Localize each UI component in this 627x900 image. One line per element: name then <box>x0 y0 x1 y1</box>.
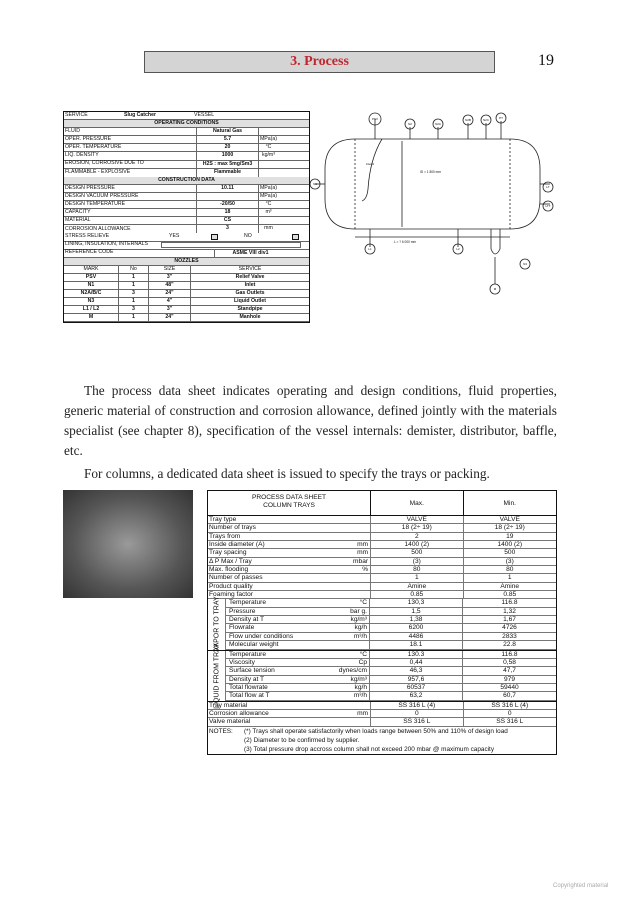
datasheet-title <box>208 491 371 515</box>
row-label: Total flow at T <box>229 692 270 700</box>
nozzle-cell: 3" <box>149 274 191 281</box>
row-max: (3) <box>371 558 463 565</box>
row-min: 1 <box>507 574 512 582</box>
nozzle-label: M <box>493 287 497 291</box>
nozzle-header: SERVICE <box>238 265 262 272</box>
row-label: Pressure <box>229 607 256 615</box>
nozzle-table <box>64 266 309 323</box>
copyright-notice: Copyrighted material <box>553 883 609 889</box>
nozzle-cell: 48" <box>149 282 191 289</box>
row-max: 957,6 <box>370 676 463 683</box>
row-max: 130,3 <box>370 599 463 606</box>
liquid-rows <box>226 651 556 701</box>
vapor-row <box>226 599 556 607</box>
nozzle-label: LT <box>546 185 550 189</box>
row-label: Number of trays <box>209 524 256 532</box>
no-label: NO <box>244 233 252 240</box>
field-label: CAPACITY <box>65 208 91 215</box>
nozzle-cell: N3 <box>64 298 119 305</box>
nozzle-label: PSV <box>371 117 379 121</box>
service-row <box>64 112 309 120</box>
row-unit: kg/h <box>326 684 370 691</box>
nozzle-cell: N1 <box>64 282 119 289</box>
row-max: 4486 <box>370 633 463 640</box>
operating-row <box>64 136 309 144</box>
row-min: 22.8 <box>503 641 516 649</box>
footer-row <box>208 710 556 718</box>
row-min: 0 <box>507 709 512 717</box>
lining-field[interactable] <box>161 242 301 248</box>
row-min: 60,7 <box>503 692 516 700</box>
general-row <box>208 574 556 582</box>
row-min: 47,7 <box>503 667 516 675</box>
row-min: 4726 <box>502 624 517 632</box>
field-value: Natural Gas <box>196 128 258 135</box>
nozzle-cell: 1 <box>119 282 149 289</box>
operating-row <box>64 128 309 136</box>
stress-label: STRESS RELIEVE <box>65 233 110 240</box>
row-label: Corrosion allowance <box>209 709 269 717</box>
field-unit <box>258 169 278 177</box>
field-unit: kg/m³ <box>258 152 278 159</box>
row-unit: m³/h <box>326 692 370 699</box>
row-label: Flow under conditions <box>229 632 294 640</box>
row-label: Temperature <box>229 599 267 607</box>
vapor-row <box>226 633 556 641</box>
row-unit: Cp <box>326 659 370 666</box>
row-unit <box>345 591 371 598</box>
yes-label: YES <box>169 233 180 240</box>
row-label: Tray material <box>209 701 248 709</box>
general-row <box>208 541 556 549</box>
nozzle-row <box>64 306 309 314</box>
row-min: (3) <box>505 557 514 565</box>
row-max: 500 <box>371 549 463 556</box>
row-label: Valve material <box>209 718 251 726</box>
vapor-label: VAPOR TO TRAY <box>213 596 220 653</box>
chapter-title: 3. Process <box>290 54 349 69</box>
row-min: 500 <box>504 549 516 557</box>
field-label: DESIGN TEMPERATURE <box>65 200 126 207</box>
nozzle-cell: 3 <box>119 290 149 297</box>
field-value: 1000 <box>196 152 258 159</box>
stress-relieve-row <box>64 233 309 241</box>
row-unit <box>345 574 371 581</box>
nozzle-cell: 24" <box>149 290 191 297</box>
nozzle-label: N2B <box>465 118 471 122</box>
page-number: 19 <box>538 52 554 69</box>
row-unit <box>345 524 371 531</box>
field-value: 10.11 <box>196 185 258 192</box>
lining-label: LINING, INSULATION, INTERNALS <box>65 241 148 248</box>
field-label: OPER. PRESSURE <box>65 136 112 143</box>
vapor-rows <box>226 599 556 649</box>
service-label: SERVICE <box>65 111 88 118</box>
vapor-group <box>208 596 556 653</box>
vessel-shell <box>325 139 540 229</box>
row-unit: bar g. <box>326 608 370 615</box>
nozzle-label: L1 <box>368 247 372 251</box>
nozzle-header: MARK <box>64 266 119 273</box>
vapor-row <box>226 624 556 632</box>
nozzle-cell: 3 <box>119 306 149 313</box>
operating-title: OPERATING CONDITIONS <box>64 120 309 128</box>
row-label: Foaming factor <box>209 591 253 599</box>
row-label: Tray spacing <box>209 549 247 557</box>
row-max: 1 <box>371 574 463 581</box>
row-min: VALVE <box>499 516 520 523</box>
nozzle-cell: 1 <box>119 274 149 281</box>
column-trays-datasheet <box>207 490 557 755</box>
nozzle-row <box>64 282 309 290</box>
operating-rows <box>64 128 309 177</box>
note: (*) Trays shall operate satisfactorily when loads range between 50% and 110% of design load <box>244 727 508 735</box>
row-unit: m³/h <box>326 633 370 640</box>
field-value: Flammable <box>196 169 258 177</box>
reference-value: ASME VIII div1 <box>214 250 286 257</box>
row-max: VALVE <box>371 516 463 523</box>
nozzle-label: N2 <box>408 122 412 126</box>
id-label: ID = 1 800 mm <box>420 170 441 174</box>
vessel-label: VESSEL <box>194 111 215 118</box>
nozzle-cell: Inlet <box>244 281 256 288</box>
row-unit: kg/h <box>326 624 370 631</box>
field-unit: °C <box>258 201 278 208</box>
field-unit <box>258 128 278 135</box>
nozzle-label: N1 <box>313 182 317 186</box>
field-unit <box>258 161 278 168</box>
row-label: Δ P Max / Tray <box>209 557 252 565</box>
row-max: 18 (2÷ 19) <box>371 524 463 531</box>
inlet-label: inlet d <box>365 162 375 166</box>
general-row <box>208 583 556 591</box>
row-min: 19 <box>506 532 514 540</box>
row-unit: °C <box>326 651 370 658</box>
nozzle-cell: 4" <box>149 298 191 305</box>
liquid-row <box>226 684 556 692</box>
row-unit: mm <box>345 710 371 717</box>
field-value <box>196 193 258 200</box>
paragraph-columns: For columns, a dedicated data sheet is issued to specify the trays or packing. <box>84 466 490 481</box>
row-min: 116.8 <box>501 599 518 607</box>
nozzle-cell: 3" <box>149 306 191 313</box>
row-label: Trays from <box>209 532 241 540</box>
general-row <box>208 558 556 566</box>
nozzle-label: N2C <box>482 118 490 122</box>
nozzle-cell: Manhole <box>239 314 261 321</box>
construction-rows <box>64 185 309 234</box>
row-max: 60537 <box>370 684 463 691</box>
vapor-row <box>226 608 556 616</box>
field-unit: °C <box>258 144 278 151</box>
note: (3) Total pressure drop accross column shall not exceed 200 mbar @ maximum capacity <box>244 745 495 753</box>
field-label: EROSION, CORROSIVE DUE TO <box>65 160 144 167</box>
field-label: FLUID <box>65 128 80 135</box>
service-value: Slug Catcher <box>124 111 156 118</box>
general-row <box>208 591 556 599</box>
field-value: -20/50 <box>196 201 258 208</box>
row-unit: °C <box>326 599 370 606</box>
field-label: FLAMMABLE - EXPLOSIVE <box>65 169 131 175</box>
nozzle-row <box>64 274 309 282</box>
nozzle-label: N3 <box>523 262 527 266</box>
row-unit <box>345 583 371 590</box>
inlet-baffle <box>362 139 382 201</box>
row-min: 0,58 <box>503 658 516 666</box>
row-max: SS 316 L <box>371 718 463 725</box>
notes <box>208 727 556 754</box>
nozzle-cell: 24" <box>149 314 191 321</box>
field-value: H2S : max 5mg/Sm3 <box>196 161 258 168</box>
nozzle-cell: Relief Valve <box>235 273 265 280</box>
field-label: DESIGN PRESSURE <box>65 184 115 191</box>
row-label: Temperature <box>229 650 267 658</box>
lining-row <box>64 242 309 250</box>
field-unit: MPa(a) <box>259 136 277 143</box>
length-label: L = ? 6 000 mm <box>393 240 417 244</box>
footer-row <box>208 702 556 710</box>
construction-row <box>64 225 309 233</box>
row-unit: % <box>345 566 371 573</box>
row-min: 18 (2÷ 19) <box>494 524 525 532</box>
nozzle-cell: 1 <box>119 298 149 305</box>
row-max: 1,5 <box>370 608 463 615</box>
row-unit: dynes/cm <box>326 667 370 674</box>
footer-row <box>208 718 556 726</box>
field-label: LIQ. DENSITY <box>65 152 99 159</box>
yes-checkbox[interactable] <box>211 234 218 240</box>
reference-label: REFERENCE CODE <box>65 249 114 256</box>
row-max: 80 <box>371 566 463 573</box>
construction-row <box>64 201 309 209</box>
row-min: 1400 (2) <box>497 541 523 549</box>
construction-title: CONSTRUCTION DATA <box>64 177 309 185</box>
row-label: Flowrate <box>229 624 255 632</box>
nozzle-cell: M <box>64 314 119 321</box>
field-value: 20 <box>196 144 258 151</box>
nozzle-label: N2A <box>435 122 441 126</box>
field-unit: MPa(a) <box>259 184 277 191</box>
row-unit: kg/m³ <box>326 676 370 683</box>
field-value: CS <box>196 217 258 224</box>
row-min: 0.85 <box>503 591 517 599</box>
nozzle-header: No <box>119 266 149 273</box>
reference-row <box>64 250 309 258</box>
row-max: Amine <box>371 583 463 590</box>
general-row <box>208 566 556 574</box>
liquid-label: LIQUID FROM TRAY <box>213 642 220 709</box>
nozzle-cell: 1 <box>119 314 149 321</box>
row-max: 0.85 <box>371 591 463 598</box>
row-min: SS 316 L <box>496 718 524 726</box>
row-label: Max. flooding <box>209 566 249 574</box>
field-label: MATERIAL <box>65 217 91 224</box>
row-min: 1,67 <box>503 616 516 624</box>
row-min: SS 316 L (4) <box>491 701 529 709</box>
general-row <box>208 524 556 532</box>
row-label: Number of passes <box>209 574 263 582</box>
nozzle-cell: Liquid Outlet <box>234 298 266 305</box>
chapter-title-box <box>144 51 495 73</box>
row-max: 46,3 <box>370 667 463 674</box>
row-min: 80 <box>506 566 514 574</box>
liquid-row <box>226 659 556 667</box>
nozzle-cell: L1 / L2 <box>64 306 119 313</box>
general-row <box>208 516 556 524</box>
row-max: 6200 <box>370 624 463 631</box>
row-unit: mbar <box>345 558 371 565</box>
nozzle-label: LTT <box>545 204 551 208</box>
min-header: Min. <box>503 500 516 507</box>
field-value: 3 <box>196 225 258 233</box>
field-unit <box>258 217 278 224</box>
datasheet-header <box>208 491 556 516</box>
note: (2) Diameter to be confirmed by supplier. <box>244 736 360 744</box>
general-row <box>208 549 556 557</box>
vapor-row <box>226 616 556 624</box>
nozzle-cell: N2A/B/C <box>64 290 119 297</box>
nozzle-label: PT <box>499 116 503 120</box>
nozzle-header: SIZE <box>149 266 191 273</box>
operating-row <box>64 161 309 169</box>
vapor-row <box>226 641 556 649</box>
nozzle-header-row <box>64 266 309 274</box>
field-unit: MPa(a) <box>259 192 277 199</box>
nozzle-row <box>64 314 309 322</box>
nozzle-cell: Gas Outlets <box>235 290 265 297</box>
title-line: PROCESS DATA SHEET <box>251 494 327 501</box>
liquid-row <box>226 651 556 659</box>
title-line: COLUMN TRAYS <box>263 502 315 509</box>
construction-row <box>64 209 309 217</box>
row-max: 63,2 <box>370 692 463 699</box>
operating-row <box>64 144 309 152</box>
construction-row <box>64 193 309 201</box>
field-value: 5.7 <box>196 136 258 143</box>
row-max: 130.3 <box>370 651 463 658</box>
nozzle-label: L2 <box>456 247 460 251</box>
row-label: Inside diameter (A) <box>209 541 265 549</box>
row-min: 979 <box>503 675 515 683</box>
construction-row <box>64 217 309 225</box>
row-label: Tray type <box>209 516 237 523</box>
paragraph-process-data-sheet: The process data sheet indicates operating and design conditions, fluid properties, generic material of construction and corrosion allowance, defined jointly with the materials specialist (see chapter 8), specification of the vessel internals: demister, distributor, baffle, etc. <box>64 383 557 458</box>
field-label: CORROSION ALLOWANCE <box>65 225 131 232</box>
row-min: 2833 <box>502 632 517 640</box>
general-rows <box>208 516 556 599</box>
field-label: OPER. TEMPERATURE <box>65 144 122 151</box>
row-label: Surface tension <box>229 667 275 675</box>
row-label: Viscosity <box>229 658 255 666</box>
row-unit: mm <box>345 541 371 548</box>
nozzles-title: NOZZLES <box>64 258 309 266</box>
vessel-drawing <box>310 109 555 309</box>
footer-rows <box>208 702 556 727</box>
liquid-row <box>226 676 556 684</box>
field-unit: m³ <box>258 209 278 216</box>
row-max: 18.1 <box>370 641 463 648</box>
row-unit <box>326 641 370 648</box>
slug-catcher-datasheet <box>63 111 310 323</box>
field-unit: mm <box>258 225 278 233</box>
no-checkbox[interactable] <box>292 234 299 240</box>
row-unit: mm <box>345 549 371 556</box>
row-label: Molecular weight <box>229 641 279 649</box>
row-max: 0 <box>371 710 463 717</box>
operating-row <box>64 169 309 177</box>
row-unit <box>345 533 371 540</box>
row-max: 1400 (2) <box>371 541 463 548</box>
row-label: Product quality <box>209 582 253 590</box>
row-unit <box>345 516 371 523</box>
row-min: 1,32 <box>503 607 516 615</box>
field-label: DESIGN VACUUM PRESSURE <box>65 192 139 199</box>
row-min: Amine <box>500 582 520 590</box>
row-min: 116.8 <box>501 650 518 658</box>
operating-row <box>64 152 309 160</box>
row-unit <box>345 718 371 725</box>
row-max: 1,38 <box>370 616 463 623</box>
row-unit: kg/m³ <box>326 616 370 623</box>
tray-photo <box>63 490 193 598</box>
row-min: 59440 <box>500 683 519 691</box>
row-label: Density at T <box>229 616 265 624</box>
field-value: 18 <box>196 209 258 216</box>
nozzle-row <box>64 298 309 306</box>
liquid-row <box>226 692 556 700</box>
row-unit <box>345 702 371 709</box>
max-header: Max. <box>371 491 463 515</box>
row-label: Density at T <box>229 675 265 683</box>
notes-label: NOTES: <box>209 727 233 735</box>
row-label: Total flowrate <box>229 683 268 691</box>
nozzle-row <box>64 290 309 298</box>
general-row <box>208 533 556 541</box>
liquid-row <box>226 667 556 675</box>
row-max: SS 316 L (4) <box>371 702 463 709</box>
nozzle-cell: PSV <box>64 274 119 281</box>
construction-row <box>64 185 309 193</box>
row-max: 0,44 <box>370 659 463 666</box>
row-max: 2 <box>371 533 463 540</box>
nozzle-cell: Standpipe <box>237 306 263 313</box>
